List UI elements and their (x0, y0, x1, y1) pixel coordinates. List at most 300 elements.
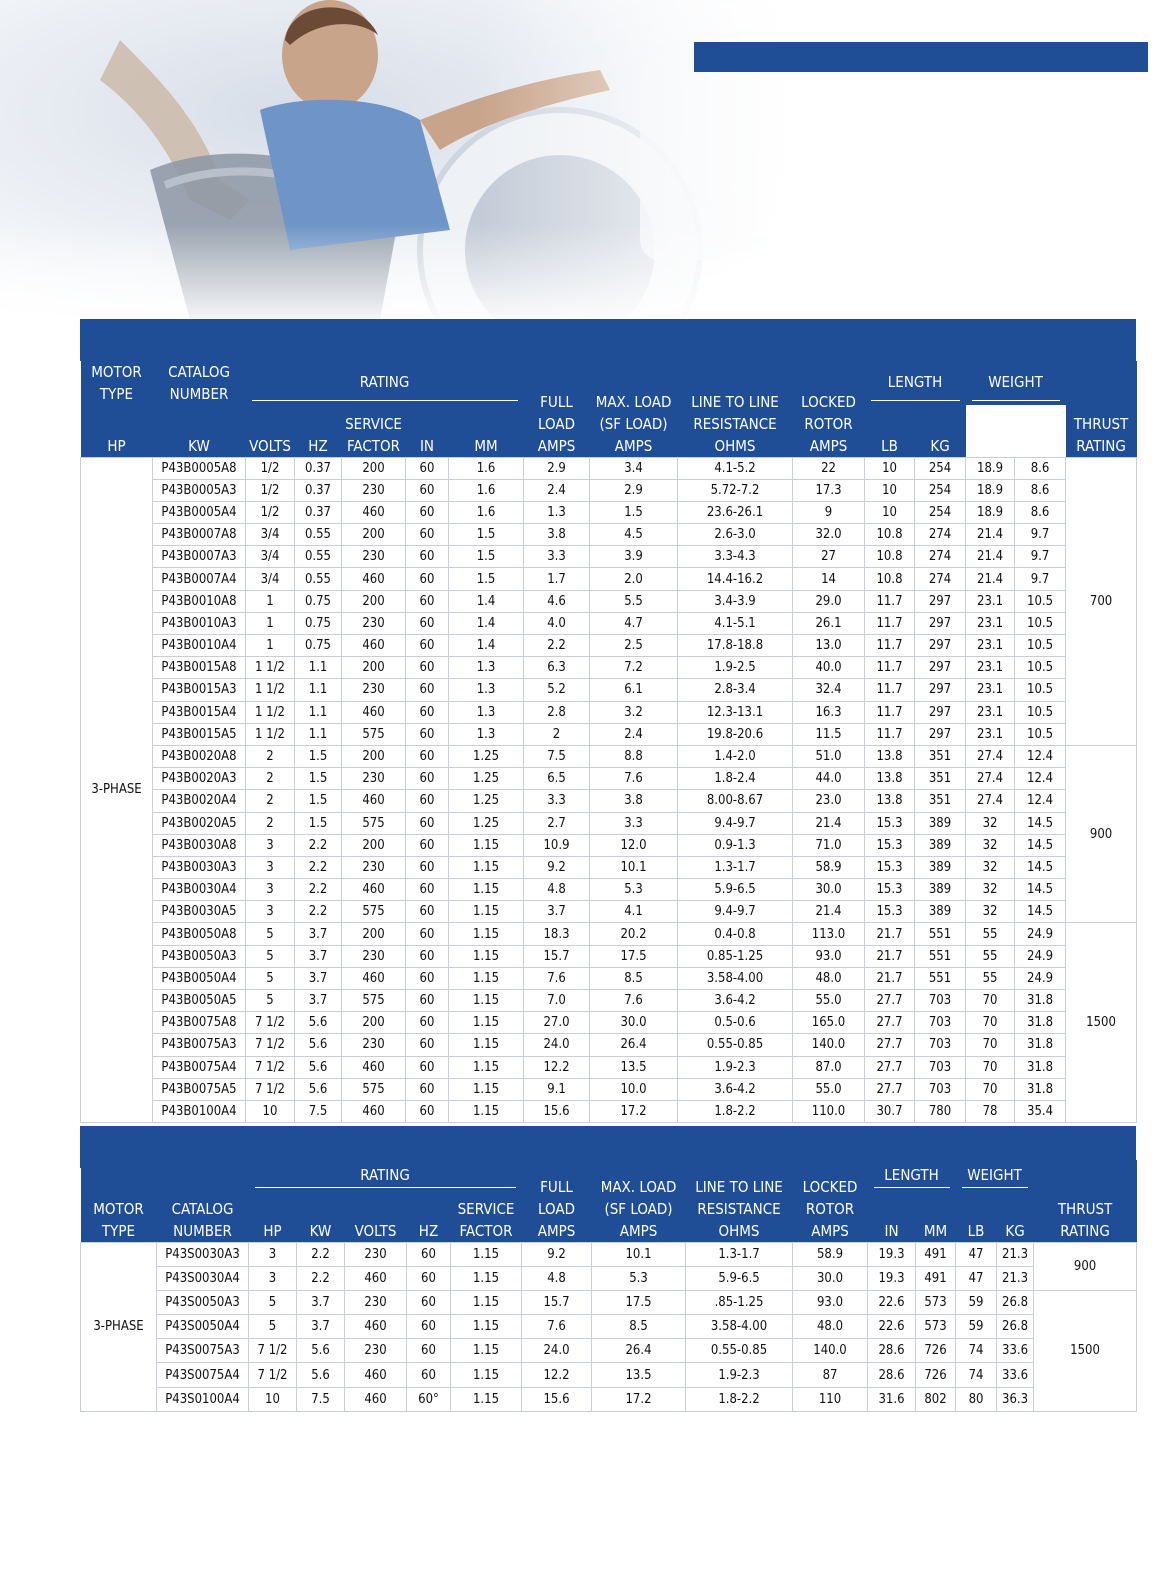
table-cell: 31.8 (1015, 990, 1066, 1012)
table-cell: 4.5 (590, 524, 678, 546)
header-mm: MM (449, 405, 524, 457)
table-cell: 274 (915, 568, 966, 590)
table-cell: P43S0050A4 (157, 1315, 249, 1339)
table-cell: 5.9-6.5 (678, 879, 793, 901)
table-cell: 5.5 (590, 590, 678, 612)
table-cell: 0.55-0.85 (686, 1339, 793, 1363)
header-mm: MM (916, 1190, 956, 1242)
table-cell: 30.7 (865, 1100, 915, 1122)
table-cell: 10.5 (1015, 590, 1066, 612)
table-cell: 60 (407, 1315, 451, 1339)
table-cell: 22.6 (868, 1290, 916, 1314)
table-cell: 460 (342, 501, 406, 523)
table-cell: 14.5 (1015, 812, 1066, 834)
table-cell: 230 (342, 479, 406, 501)
table-cell: 2.9 (524, 457, 590, 479)
table-cell: 27.7 (865, 990, 915, 1012)
table-cell: 1.15 (449, 923, 524, 945)
table-cell: 14.5 (1015, 834, 1066, 856)
table-cell: 460 (342, 635, 406, 657)
table-row (81, 501, 1137, 523)
table-cell: 60 (406, 812, 449, 834)
table-cell: 200 (342, 524, 406, 546)
table-cell: 59 (956, 1315, 997, 1339)
table-cell: 60° (407, 1387, 451, 1411)
table-cell: P43B0100A4 (153, 1100, 246, 1122)
table-cell: P43S0075A4 (157, 1363, 249, 1387)
table-cell: 1 (246, 635, 295, 657)
motor-type-cell: 3-PHASE (81, 1242, 157, 1411)
table-cell: 4.1-5.2 (678, 457, 793, 479)
table-cell: P43S0100A4 (157, 1387, 249, 1411)
table-cell: 5.9-6.5 (686, 1266, 793, 1290)
table-cell: 60 (406, 479, 449, 501)
table-cell: 55.0 (793, 1078, 865, 1100)
table-cell: 60 (406, 790, 449, 812)
table-cell: 14.5 (1015, 879, 1066, 901)
table-row (81, 1034, 1137, 1056)
table-cell: 21.3 (997, 1266, 1034, 1290)
table-cell: 12.4 (1015, 790, 1066, 812)
table-cell: 7 1/2 (249, 1363, 297, 1387)
table-cell: 2 (246, 745, 295, 767)
table-cell: 60 (406, 657, 449, 679)
table-cell: P43B0010A4 (153, 635, 246, 657)
table-cell: 23.1 (966, 590, 1015, 612)
table-cell: 60 (406, 990, 449, 1012)
table-cell: 1 (246, 612, 295, 634)
table-cell: 200 (342, 657, 406, 679)
header-rating (246, 361, 524, 403)
table-cell: 5.3 (592, 1266, 686, 1290)
table-cell: 230 (342, 945, 406, 967)
table-cell: 230 (345, 1290, 407, 1314)
table-cell: 1.15 (451, 1339, 522, 1363)
table-cell: 551 (915, 967, 966, 989)
table-cell: 15.7 (524, 945, 590, 967)
header-catalog-number: CATALOG NUMBER (153, 361, 246, 405)
table-cell: 274 (915, 524, 966, 546)
table-cell: 60 (406, 568, 449, 590)
table-cell: 5.6 (295, 1056, 342, 1078)
table-cell: 27.7 (865, 1034, 915, 1056)
table-row (81, 1363, 1137, 1387)
header-max-load-amps: MAX. LOAD (SF LOAD) AMPS (592, 1160, 686, 1242)
table-cell: 93.0 (793, 1290, 868, 1314)
table-cell: P43B0020A4 (153, 790, 246, 812)
table-cell: 21.7 (865, 945, 915, 967)
table-cell: 18.9 (966, 457, 1015, 479)
table-cell: 30.0 (793, 1266, 868, 1290)
table-cell: 230 (342, 612, 406, 634)
header-locked-rotor: LOCKED ROTOR AMPS (793, 1160, 868, 1242)
table-cell: 60 (406, 967, 449, 989)
table-cell: 1.1 (295, 657, 342, 679)
table-cell: 10 (246, 1100, 295, 1122)
table-cell: 1.15 (449, 945, 524, 967)
header-volts: VOLTS (345, 1190, 407, 1242)
table-cell: 1.4 (449, 612, 524, 634)
table-cell: 10.5 (1015, 679, 1066, 701)
table-cell: 21.4 (966, 524, 1015, 546)
table-cell: 110.0 (793, 1100, 865, 1122)
table-cell: 26.8 (997, 1290, 1034, 1314)
table-cell: 21.4 (966, 546, 1015, 568)
table-cell: 18.3 (524, 923, 590, 945)
table-cell: 9.4-9.7 (678, 812, 793, 834)
table-cell: 21.3 (997, 1242, 1034, 1266)
table-cell: 3 (246, 834, 295, 856)
table-cell: 22.6 (868, 1315, 916, 1339)
table-cell: 575 (342, 901, 406, 923)
table-cell: 1/2 (246, 479, 295, 501)
table-cell: 200 (342, 1012, 406, 1034)
table-cell: 32 (966, 901, 1015, 923)
table-cell: 1.25 (449, 768, 524, 790)
table-cell: 7 1/2 (246, 1034, 295, 1056)
hero-photo (0, 0, 800, 320)
table-cell: 32 (966, 879, 1015, 901)
table-cell: 32.0 (793, 524, 865, 546)
table-cell: 389 (915, 879, 966, 901)
header-length (865, 361, 966, 403)
header-kg: KG (915, 405, 966, 457)
table-cell: 0.75 (295, 635, 342, 657)
table-cell: 17.2 (592, 1387, 686, 1411)
table-row (81, 768, 1137, 790)
table-cell: 297 (915, 635, 966, 657)
table-cell: 1.5 (590, 501, 678, 523)
table-cell: P43B0007A3 (153, 546, 246, 568)
table-cell: 15.3 (865, 812, 915, 834)
table-cell: P43B0010A3 (153, 612, 246, 634)
table-cell: 78 (966, 1100, 1015, 1122)
table-row (81, 479, 1137, 501)
table-cell: 703 (915, 990, 966, 1012)
table-cell: 573 (916, 1290, 956, 1314)
table-cell: 4.8 (522, 1266, 592, 1290)
table-cell: 11.7 (865, 679, 915, 701)
table-cell: 10.1 (590, 856, 678, 878)
table-cell: 2 (246, 812, 295, 834)
header-full-load-amps: FULL LOAD AMPS (524, 361, 590, 457)
table-cell: 23.1 (966, 701, 1015, 723)
table-cell: 1 (246, 590, 295, 612)
table-cell: 4.8 (524, 879, 590, 901)
table-cell: 70 (966, 1056, 1015, 1078)
table-cell: 60 (406, 1100, 449, 1122)
table-cell: 7.6 (524, 967, 590, 989)
table-cell: 1.1 (295, 723, 342, 745)
table-cell: 1.15 (451, 1315, 522, 1339)
table-cell: 7.0 (524, 990, 590, 1012)
table-cell: 13.8 (865, 768, 915, 790)
table-cell: 1.15 (449, 834, 524, 856)
table-cell: 491 (916, 1242, 956, 1266)
table-cell: 74 (956, 1339, 997, 1363)
table-cell: 1.6 (449, 501, 524, 523)
table-cell: 460 (342, 879, 406, 901)
table-row (81, 612, 1137, 634)
table-cell: 8.5 (590, 967, 678, 989)
table-cell: P43B0050A5 (153, 990, 246, 1012)
table-cell: 1.7 (524, 568, 590, 590)
table-cell: 13.5 (590, 1056, 678, 1078)
header-thrust-rating: THRUST RATING (1066, 361, 1137, 457)
table-cell: 113.0 (793, 923, 865, 945)
table-cell: 24.9 (1015, 923, 1066, 945)
table-cell: 4.1-5.1 (678, 612, 793, 634)
table-cell: 2.2 (295, 856, 342, 878)
table-cell: 2.5 (590, 635, 678, 657)
table-cell: 27.4 (966, 745, 1015, 767)
table-cell: 5 (246, 990, 295, 1012)
header-hz: HZ (407, 1190, 451, 1242)
table-row (81, 923, 1137, 945)
table-cell: 7 1/2 (249, 1339, 297, 1363)
table-cell: 575 (342, 1078, 406, 1100)
table-cell: 21.4 (793, 901, 865, 923)
table-cell: 7.5 (524, 745, 590, 767)
table-cell: P43B0005A3 (153, 479, 246, 501)
header-max-load-amps: MAX. LOAD (SF LOAD) AMPS (590, 361, 678, 457)
header-full-load-amps: FULL LOAD AMPS (522, 1160, 592, 1242)
table-cell: 8.6 (1015, 501, 1066, 523)
table-cell: 18.9 (966, 479, 1015, 501)
table-cell: 58.9 (793, 856, 865, 878)
header-rating (249, 1160, 522, 1190)
table-cell: 59 (956, 1290, 997, 1314)
table-cell: 0.37 (295, 457, 342, 479)
table-cell: 11.7 (865, 590, 915, 612)
table-cell: 10.5 (1015, 723, 1066, 745)
table-cell: 19.3 (868, 1242, 916, 1266)
table-cell: 10.5 (1015, 701, 1066, 723)
header-in: IN (868, 1190, 916, 1242)
table-cell: 297 (915, 723, 966, 745)
table-cell: 15.6 (524, 1100, 590, 1122)
table-cell: 1.15 (451, 1363, 522, 1387)
table-cell: 15.3 (865, 901, 915, 923)
table-cell: 780 (915, 1100, 966, 1122)
table2-body (81, 1242, 1137, 1411)
table-cell: 26.4 (590, 1034, 678, 1056)
table-row (81, 1339, 1137, 1363)
table-cell: 27.0 (524, 1012, 590, 1034)
table-cell: 4.0 (524, 612, 590, 634)
table-cell: 55 (966, 967, 1015, 989)
table-row (81, 723, 1137, 745)
table-cell: 24.9 (1015, 945, 1066, 967)
table-cell: 6.1 (590, 679, 678, 701)
table-cell: 9.2 (524, 856, 590, 878)
table-cell: 0.55 (295, 524, 342, 546)
header-volts: VOLTS (246, 405, 295, 457)
table-cell: 551 (915, 923, 966, 945)
table-cell: 60 (406, 524, 449, 546)
table-cell: 60 (406, 945, 449, 967)
table-cell: 460 (345, 1315, 407, 1339)
table-cell: 27 (793, 546, 865, 568)
header-lb: LB (956, 1190, 997, 1242)
table-cell: 9.7 (1015, 568, 1066, 590)
table-cell: 12.3-13.1 (678, 701, 793, 723)
table-cell: 93.0 (793, 945, 865, 967)
header-weight (956, 1160, 1034, 1190)
table-cell: 0.55 (295, 546, 342, 568)
table-cell: P43B0015A8 (153, 657, 246, 679)
table-cell: 0.4-0.8 (678, 923, 793, 945)
table-cell: 230 (342, 768, 406, 790)
table-cell: P43B0015A3 (153, 679, 246, 701)
table-cell: 297 (915, 701, 966, 723)
table-cell: 3.8 (590, 790, 678, 812)
table-cell: 87.0 (793, 1056, 865, 1078)
table-cell: 7.6 (590, 768, 678, 790)
table-cell: 60 (406, 745, 449, 767)
table-row (81, 1242, 1137, 1266)
table-cell: 3.3 (524, 546, 590, 568)
table-cell: 14 (793, 568, 865, 590)
table-cell: 573 (916, 1315, 956, 1339)
table-cell: 200 (342, 923, 406, 945)
table-cell: P43B0015A5 (153, 723, 246, 745)
table-cell: 351 (915, 745, 966, 767)
table-row (81, 701, 1137, 723)
table-cell: 491 (916, 1266, 956, 1290)
table-cell: 0.75 (295, 590, 342, 612)
table-cell: 10.5 (1015, 657, 1066, 679)
table-cell: 15.3 (865, 834, 915, 856)
table-cell: 60 (406, 679, 449, 701)
table-cell: 23.1 (966, 723, 1015, 745)
table-cell: 12.4 (1015, 768, 1066, 790)
table-row (81, 834, 1137, 856)
table-row (81, 1100, 1137, 1122)
table-cell: 27.7 (865, 1056, 915, 1078)
table-cell: 40.0 (793, 657, 865, 679)
table-cell: 60 (406, 546, 449, 568)
header-hz: HZ (295, 405, 342, 457)
table-cell: 60 (407, 1339, 451, 1363)
table-cell: 1.3 (449, 657, 524, 679)
table-cell: 14.5 (1015, 901, 1066, 923)
table-cell: 5.3 (590, 879, 678, 901)
table-row (81, 1056, 1137, 1078)
table-cell: 1.8-2.2 (678, 1100, 793, 1122)
table-cell: 10 (865, 479, 915, 501)
table-cell: 11.7 (865, 701, 915, 723)
table-cell: 7.6 (590, 990, 678, 1012)
table-cell: 2.2 (295, 901, 342, 923)
table-cell: 1.15 (449, 856, 524, 878)
table-cell: 31.6 (868, 1387, 916, 1411)
table-cell: 1.15 (451, 1242, 522, 1266)
table-cell: 3/4 (246, 524, 295, 546)
table-cell: 9.4-9.7 (678, 901, 793, 923)
table-cell: P43B0075A3 (153, 1034, 246, 1056)
table-cell: 1 1/2 (246, 657, 295, 679)
table-cell: P43B0010A8 (153, 590, 246, 612)
table-cell: 1.6 (449, 457, 524, 479)
table-cell: 1.5 (295, 745, 342, 767)
table-cell: P43B0075A8 (153, 1012, 246, 1034)
table-cell: 254 (915, 479, 966, 501)
table-cell: 74 (956, 1363, 997, 1387)
table-cell: 23.6-26.1 (678, 501, 793, 523)
table-cell: P43B0050A3 (153, 945, 246, 967)
table-cell: 26.1 (793, 612, 865, 634)
table-cell: 200 (342, 457, 406, 479)
table-cell: 60 (406, 457, 449, 479)
table-cell: 23.0 (793, 790, 865, 812)
table-cell: 17.5 (592, 1290, 686, 1314)
table-cell: 110 (793, 1387, 868, 1411)
table-cell: 3.8 (524, 524, 590, 546)
table-cell: 1.15 (449, 1100, 524, 1122)
table-cell: 36.3 (997, 1387, 1034, 1411)
table-cell: 1.15 (449, 967, 524, 989)
table-cell: 55 (966, 923, 1015, 945)
table-cell: 5.6 (295, 1034, 342, 1056)
table-cell: 3.7 (524, 901, 590, 923)
table-cell: 31.8 (1015, 1012, 1066, 1034)
table-cell: 0.55-0.85 (678, 1034, 793, 1056)
table-cell: 703 (915, 1056, 966, 1078)
table-cell: 7.2 (590, 657, 678, 679)
table-cell: 23.1 (966, 612, 1015, 634)
table-cell: 60 (406, 901, 449, 923)
table-cell: 230 (342, 679, 406, 701)
table-cell: 58.9 (793, 1242, 868, 1266)
table-cell: 60 (406, 879, 449, 901)
table-row (81, 546, 1137, 568)
table-cell: 17.2 (590, 1100, 678, 1122)
table-row (81, 990, 1137, 1012)
table-cell: P43B0030A8 (153, 834, 246, 856)
table-cell: 2.2 (297, 1242, 345, 1266)
table-cell: 87 (793, 1363, 868, 1387)
table-cell: 10 (865, 501, 915, 523)
table-cell: 1.3-1.7 (678, 856, 793, 878)
table-cell: 3.3 (524, 790, 590, 812)
top-accent-bar (694, 42, 1148, 72)
table-cell: 8.5 (592, 1315, 686, 1339)
table-cell: 44.0 (793, 768, 865, 790)
table-row (81, 790, 1137, 812)
table-cell: P43B0005A8 (153, 457, 246, 479)
table-cell: 460 (342, 701, 406, 723)
table-cell: 32 (966, 834, 1015, 856)
table-cell: 70 (966, 990, 1015, 1012)
table-cell: 1.9-2.5 (678, 657, 793, 679)
table-cell: 460 (342, 1100, 406, 1122)
table-cell: 230 (342, 1034, 406, 1056)
table-cell: 27.7 (865, 1078, 915, 1100)
table-cell: 1.8-2.2 (686, 1387, 793, 1411)
table-cell: 703 (915, 1034, 966, 1056)
table-cell: 1.3 (524, 501, 590, 523)
table-cell: 27.4 (966, 790, 1015, 812)
table-cell: 18.9 (966, 501, 1015, 523)
table-cell: 140.0 (793, 1339, 868, 1363)
header-in: IN (406, 405, 449, 457)
table-cell: 10 (865, 457, 915, 479)
table-cell: 165.0 (793, 1012, 865, 1034)
header-weight-label: WEIGHT (988, 373, 1043, 392)
table-cell: 7 1/2 (246, 1078, 295, 1100)
table-cell: 5 (249, 1315, 297, 1339)
